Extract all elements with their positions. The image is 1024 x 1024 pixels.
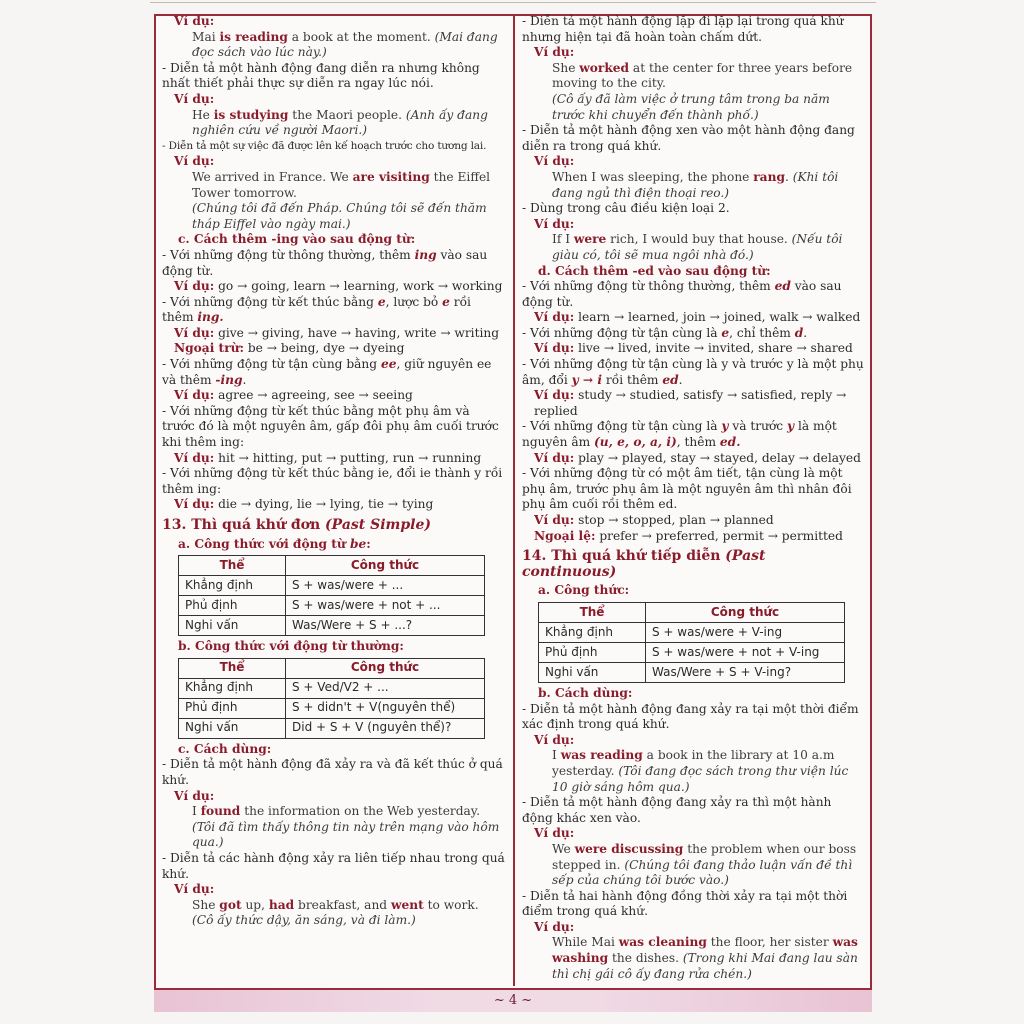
subheading-text: c. Cách thêm -ing vào sau động từ: bbox=[178, 232, 416, 247]
text-run: d bbox=[794, 325, 804, 340]
text-run: (Cô ấy đã làm việc ở trung tâm trong ba năm trước khi chuyển đến thành phố.) bbox=[552, 91, 830, 122]
example-text: play → played, stay → stayed, delay → delayed bbox=[574, 450, 861, 465]
text-run: a. Công thức với động từ bbox=[178, 536, 350, 551]
section-heading bbox=[522, 549, 864, 580]
text-run: to work. bbox=[423, 897, 479, 912]
paragraph bbox=[522, 466, 864, 513]
example-label: Ví dụ: bbox=[174, 788, 215, 803]
text-run: - Với những động từ kết thúc bằng bbox=[162, 294, 378, 309]
example-text: study → studied, satisfy → satisfied, reply → replied bbox=[534, 388, 847, 418]
example-sentence bbox=[162, 898, 506, 914]
table-header-row bbox=[179, 556, 485, 576]
formula-table bbox=[178, 658, 485, 739]
table-row bbox=[179, 718, 485, 738]
paragraph bbox=[162, 757, 506, 788]
example-sentence bbox=[162, 30, 506, 61]
text-run: got bbox=[219, 897, 242, 912]
example-label: Ví dụ: bbox=[174, 154, 215, 169]
text-run: rồi thêm bbox=[602, 372, 663, 387]
text-run: (u, e, o, a, i) bbox=[594, 435, 677, 450]
text-run: là một nguyên âm bbox=[522, 419, 837, 450]
example-line bbox=[162, 279, 506, 295]
paragraph bbox=[522, 279, 864, 310]
subheading bbox=[162, 742, 506, 758]
text-run: is reading bbox=[219, 29, 288, 44]
example-sentence bbox=[522, 748, 864, 795]
text-run: e bbox=[442, 294, 450, 309]
paragraph-text: - Diễn tả các hành động xảy ra liên tiếp nhau trong quá khứ. bbox=[162, 850, 505, 881]
text-run: , lược bỏ bbox=[385, 294, 443, 309]
table-header-cell: Công thức bbox=[286, 556, 485, 576]
text-run: , thêm bbox=[676, 435, 720, 450]
text-run: - Với những động từ thông thường, thêm bbox=[522, 279, 775, 294]
table-cell: Was/Were + S + V-ing? bbox=[646, 662, 845, 682]
example-text: stop → stopped, plan → planned bbox=[574, 513, 774, 527]
text-run: vào sau động từ. bbox=[522, 279, 842, 309]
text-run: the floor, her sister bbox=[706, 935, 833, 950]
example-sentence bbox=[162, 170, 506, 201]
text-run: the problem when our boss stepped in. bbox=[552, 841, 857, 872]
table-cell: Was/Were + S + ...? bbox=[286, 616, 485, 636]
paragraph bbox=[162, 295, 506, 326]
example-sentence bbox=[522, 92, 864, 123]
example-label: Ví dụ: bbox=[174, 279, 215, 294]
example-text: be → being, dye → dyeing bbox=[243, 341, 405, 356]
subheading-text: b. Cách dùng: bbox=[538, 685, 633, 700]
paragraph-text: - Diễn tả một sự việc đã được lên kế hoạch trước cho tương lai. bbox=[162, 139, 487, 152]
text-run: . bbox=[678, 372, 683, 387]
example-line bbox=[162, 326, 506, 342]
text-run: - Với những động từ tận cùng là bbox=[522, 325, 722, 340]
example-sentence bbox=[162, 804, 506, 820]
table-cell: Did + S + V (nguyên thể)? bbox=[286, 718, 485, 738]
example-line bbox=[522, 529, 864, 545]
table-row bbox=[539, 642, 845, 662]
text-run: (Past continuous) bbox=[522, 548, 766, 580]
text-run: y → i bbox=[571, 372, 603, 387]
example-line bbox=[162, 451, 506, 467]
subheading bbox=[522, 264, 864, 280]
paragraph-text: - Với những động từ có một âm tiết, tận cùng là một phụ âm, trước phụ âm là một nguyên âm thì nhân đôi phụ âm cuối rồi thêm ed. bbox=[522, 466, 852, 512]
table-row bbox=[179, 678, 485, 698]
paragraph-text: - Diễn tả một hành động lặp đi lặp lại trong quá khứ nhưng hiện tại đã hoàn toàn chấm dứt. bbox=[522, 14, 844, 44]
table-cell: S + was/were + ... bbox=[286, 576, 485, 596]
table-row bbox=[179, 596, 485, 616]
paragraph bbox=[522, 702, 864, 733]
text-run: ed bbox=[774, 279, 791, 294]
table-row bbox=[539, 622, 845, 642]
text-run: vào sau động từ. bbox=[162, 247, 488, 278]
table-cell: S + didn't + V(nguyên thể) bbox=[286, 698, 485, 718]
text-run: the Eiffel Tower tomorrow. bbox=[192, 169, 491, 200]
text-run: (Mai đang đọc sách vào lúc này.) bbox=[192, 29, 498, 60]
right-column bbox=[522, 14, 864, 982]
table-row bbox=[179, 698, 485, 718]
subheading-text: a. Công thức: bbox=[538, 583, 630, 598]
example-label: Ví dụ: bbox=[534, 450, 575, 465]
example-label: Ví dụ: bbox=[534, 154, 575, 169]
example-line bbox=[522, 513, 864, 529]
text-run: ed. bbox=[719, 435, 741, 450]
example-label: Ví dụ: bbox=[174, 325, 215, 340]
text-run: were discussing bbox=[574, 841, 684, 856]
text-run: : bbox=[366, 536, 371, 551]
example-label: Ví dụ: bbox=[534, 513, 575, 527]
example-label: Ví dụ: bbox=[534, 919, 575, 934]
formula-table bbox=[178, 555, 485, 636]
example-label: Ví dụ: bbox=[534, 341, 575, 356]
page-footer bbox=[154, 990, 872, 1012]
example-label: Ví dụ: bbox=[534, 732, 575, 747]
paragraph-text: - Diễn tả một hành động đang xảy ra tại một thời điểm xác định trong quá khứ. bbox=[522, 701, 859, 732]
table-cell: Khẳng định bbox=[539, 622, 646, 642]
text-run: (Anh ấy đang nghiên cứu về người Maori.) bbox=[192, 107, 488, 138]
text-run: e bbox=[721, 325, 730, 340]
text-run: had bbox=[268, 897, 295, 912]
example-sentence bbox=[522, 170, 864, 201]
paragraph bbox=[162, 851, 506, 882]
text-run: We bbox=[552, 841, 575, 856]
table-header-cell: Thể bbox=[179, 556, 286, 576]
text-run: . bbox=[242, 372, 247, 387]
page-number: ~ 4 ~ bbox=[493, 993, 533, 1008]
example-line bbox=[162, 388, 506, 404]
paragraph-text: - Diễn tả một hành động xen vào một hành động đang diễn ra trong quá khứ. bbox=[522, 123, 855, 153]
subheading bbox=[162, 639, 506, 655]
table-header-row bbox=[539, 602, 845, 622]
example-label: Ví dụ: bbox=[534, 45, 575, 60]
section-heading bbox=[162, 518, 506, 534]
table-row bbox=[179, 616, 485, 636]
subheading-text: d. Cách thêm -ed vào sau động từ: bbox=[538, 263, 771, 278]
text-run: (Cô ấy thức dậy, ăn sáng, và đi làm.) bbox=[192, 913, 416, 928]
paragraph-text: - Diễn tả một hành động đang xảy ra thì một hành động khác xen vào. bbox=[522, 795, 832, 825]
example-label: Ví dụ: bbox=[534, 388, 575, 403]
table-cell: S + Ved/V2 + ... bbox=[286, 678, 485, 698]
table-row bbox=[179, 576, 485, 596]
paragraph bbox=[522, 326, 864, 342]
text-run: (Trong khi Mai đang lau sàn thì chị gái cô ấy đang rửa chén.) bbox=[552, 951, 858, 981]
table-header-cell: Công thức bbox=[646, 602, 845, 622]
text-run: was washing bbox=[552, 935, 858, 966]
example-label: Ví dụ: bbox=[174, 14, 215, 28]
text-run: She bbox=[552, 60, 580, 75]
text-run: are visiting bbox=[352, 169, 430, 184]
table-cell: Phủ định bbox=[179, 596, 286, 616]
text-run: ing. bbox=[197, 310, 224, 325]
text-run: - Với những động từ thông thường, thêm bbox=[162, 247, 415, 262]
example-text: agree → agreeing, see → seeing bbox=[214, 388, 413, 403]
text-run: , giữ nguyên ee và thêm bbox=[162, 357, 492, 387]
paragraph-text: - Diễn tả hai hành động đồng thời xảy ra tại một thời điểm trong quá khứ. bbox=[522, 888, 848, 919]
page-number-value: 4 bbox=[508, 993, 518, 1008]
text-run: While Mai bbox=[552, 935, 619, 950]
example-text: learn → learned, join → joined, walk → walked bbox=[574, 310, 861, 325]
example-label: Ví dụ: bbox=[534, 826, 575, 841]
paragraph bbox=[162, 357, 506, 388]
paragraph bbox=[522, 14, 864, 45]
subheading-text: b. Công thức với động từ thường: bbox=[178, 639, 404, 654]
text-run: ee bbox=[380, 357, 397, 372]
text-run: were bbox=[573, 232, 607, 247]
text-run: is studying bbox=[213, 107, 289, 122]
table-cell: Khẳng định bbox=[179, 576, 286, 596]
text-run: I bbox=[192, 804, 201, 819]
paragraph bbox=[162, 248, 506, 279]
example-text: live → lived, invite → invited, share → shared bbox=[574, 341, 853, 356]
text-run: . bbox=[784, 169, 793, 184]
table-cell: Nghi vấn bbox=[179, 718, 286, 738]
text-run: - Với những động từ tận cùng là bbox=[522, 419, 722, 434]
example-sentence bbox=[522, 842, 864, 889]
text-run: went bbox=[390, 897, 424, 912]
text-run: . bbox=[803, 325, 808, 340]
text-run: be bbox=[349, 536, 367, 551]
example-label: Ví dụ: bbox=[534, 310, 575, 325]
text-run: 14. Thì quá khứ tiếp diễn bbox=[522, 548, 726, 565]
example-sentence bbox=[162, 820, 506, 851]
text-run: ing bbox=[414, 247, 437, 262]
text-run: y bbox=[721, 419, 729, 434]
text-run: (Tôi đã tìm thấy thông tin này trên mạng vào hôm qua.) bbox=[192, 819, 500, 850]
example-line bbox=[522, 310, 864, 326]
example-text: prefer → preferred, permit → permitted bbox=[595, 528, 843, 543]
text-run: If I bbox=[552, 232, 574, 247]
column-divider bbox=[513, 16, 515, 986]
text-run: - Với những động từ tận cùng bằng bbox=[162, 357, 381, 372]
text-run: She bbox=[192, 897, 220, 912]
example-line bbox=[522, 451, 864, 467]
table-cell: Nghi vấn bbox=[179, 616, 286, 636]
paragraph-text: - Diễn tả một hành động đã xảy ra và đã kết thúc ở quá khứ. bbox=[162, 757, 503, 787]
example-label: Ví dụ: bbox=[174, 450, 215, 465]
text-run: (Nếu tôi giàu có, tôi sẽ mua ngôi nhà đó.) bbox=[552, 232, 843, 262]
text-run: (Past Simple) bbox=[325, 517, 431, 533]
text-run: Mai bbox=[192, 29, 220, 44]
subheading bbox=[522, 686, 864, 702]
paragraph bbox=[162, 466, 506, 497]
table-cell: S + was/were + not + V-ing bbox=[646, 642, 845, 662]
paragraph bbox=[522, 123, 864, 154]
text-run: the information on the Web yesterday. bbox=[240, 804, 480, 819]
example-line bbox=[162, 341, 506, 357]
text-run: e bbox=[377, 294, 386, 309]
text-run: (Tôi đang đọc sách trong thư viện lúc 10 giờ sáng hôm qua.) bbox=[552, 763, 849, 794]
text-run: (Khi tôi đang ngủ thì điện thoại reo.) bbox=[552, 169, 839, 200]
text-run: 13. Thì quá khứ đơn bbox=[162, 517, 326, 533]
example-label: Ví dụ: bbox=[174, 91, 215, 106]
paragraph bbox=[522, 201, 864, 217]
example-sentence bbox=[162, 108, 506, 139]
table-cell: Phủ định bbox=[179, 698, 286, 718]
example-text: die → dying, lie → lying, tie → tying bbox=[214, 497, 434, 512]
paragraph bbox=[522, 889, 864, 920]
text-run: (Chúng tôi đang thảo luận vấn đề thì sếp của chúng tôi bước vào.) bbox=[552, 857, 853, 888]
table-cell: Nghi vấn bbox=[539, 662, 646, 682]
text-run: và trước bbox=[728, 419, 787, 434]
text-run: - Với những động từ tận cùng là y và trước y là một phụ âm, đổi bbox=[522, 357, 864, 387]
top-rule bbox=[150, 2, 876, 3]
example-label: Ví dụ: bbox=[174, 388, 215, 403]
example-label: Ví dụ: bbox=[174, 882, 215, 897]
example-sentence bbox=[162, 913, 506, 929]
subheading bbox=[162, 232, 506, 248]
text-run: a book at the moment. bbox=[287, 29, 435, 44]
table-header-cell: Thể bbox=[179, 658, 286, 678]
text-run: at the center for three years before moving to the city. bbox=[552, 60, 853, 91]
text-run: found bbox=[200, 804, 241, 819]
example-line bbox=[162, 497, 506, 513]
example-sentence bbox=[162, 201, 506, 232]
example-label: Ngoại trừ: bbox=[174, 341, 244, 356]
example-label: Ngoại lệ: bbox=[534, 528, 596, 543]
text-run: y bbox=[787, 419, 795, 434]
example-sentence bbox=[522, 935, 864, 982]
text-run: up, bbox=[241, 897, 269, 912]
subheading bbox=[522, 583, 864, 599]
text-run: rang bbox=[753, 169, 785, 184]
table-header-cell: Thể bbox=[539, 602, 646, 622]
paragraph-text: - Diễn tả một hành động đang diễn ra nhưng không nhất thiết phải thực sự diễn ra ngay lúc nói. bbox=[162, 60, 480, 91]
left-column bbox=[162, 14, 506, 929]
text-run: rồi thêm bbox=[162, 294, 471, 325]
example-sentence bbox=[522, 232, 864, 263]
example-label: Ví dụ: bbox=[174, 497, 215, 512]
paragraph bbox=[522, 795, 864, 826]
text-run: worked bbox=[579, 60, 630, 75]
table-cell: Phủ định bbox=[539, 642, 646, 662]
example-label: Ví dụ: bbox=[534, 216, 575, 231]
text-run: He bbox=[192, 107, 214, 122]
table-header-row bbox=[179, 658, 485, 678]
text-run: breakfast, and bbox=[294, 897, 391, 912]
paragraph bbox=[522, 419, 864, 450]
paragraph-text: - Với những động từ kết thúc bằng ie, đổi ie thành y rồi thêm ing: bbox=[162, 466, 503, 496]
text-run: We arrived in France. We bbox=[192, 169, 353, 184]
text-run: -ing bbox=[215, 372, 243, 387]
text-run: was reading bbox=[560, 748, 643, 763]
subheading bbox=[162, 537, 506, 553]
paragraph bbox=[162, 139, 506, 155]
text-run: the Maori people. bbox=[288, 107, 406, 122]
text-run: When I was sleeping, the phone bbox=[552, 169, 754, 184]
paragraph-text: - Dùng trong câu điều kiện loại 2. bbox=[522, 201, 730, 216]
example-sentence bbox=[522, 61, 864, 92]
example-text: hit → hitting, put → putting, run → running bbox=[214, 450, 482, 465]
example-line bbox=[522, 341, 864, 357]
table-cell: S + was/were + V-ing bbox=[646, 622, 845, 642]
paragraph bbox=[162, 404, 506, 451]
paragraph-text: - Với những động từ kết thúc bằng một phụ âm và trước đó là một nguyên âm, gấp đôi phụ âm cuối trước khi thêm ing: bbox=[162, 403, 499, 450]
text-run: ed bbox=[662, 372, 679, 387]
example-text: give → giving, have → having, write → writing bbox=[214, 325, 500, 340]
paragraph bbox=[522, 357, 864, 388]
text-run: , chỉ thêm bbox=[729, 325, 795, 340]
table-row bbox=[539, 662, 845, 682]
formula-table bbox=[538, 602, 845, 683]
text-run: the dishes. bbox=[608, 951, 683, 966]
text-run: a book in the library at 10 a.m yesterday. bbox=[552, 748, 835, 778]
paragraph bbox=[162, 61, 506, 92]
table-cell: S + was/were + not + ... bbox=[286, 596, 485, 616]
text-run: I bbox=[552, 748, 561, 763]
subheading-text: c. Cách dùng: bbox=[178, 741, 272, 756]
example-line bbox=[522, 388, 864, 419]
table-cell: Khẳng định bbox=[179, 678, 286, 698]
text-run: was cleaning bbox=[618, 935, 707, 950]
example-text: go → going, learn → learning, work → working bbox=[214, 279, 503, 294]
table-header-cell: Công thức bbox=[286, 658, 485, 678]
text-run: rich, I would buy that house. bbox=[606, 232, 792, 247]
text-run: (Chúng tôi đã đến Pháp. Chúng tôi sẽ đến thăm tháp Eiffel vào ngày mai.) bbox=[192, 201, 487, 231]
